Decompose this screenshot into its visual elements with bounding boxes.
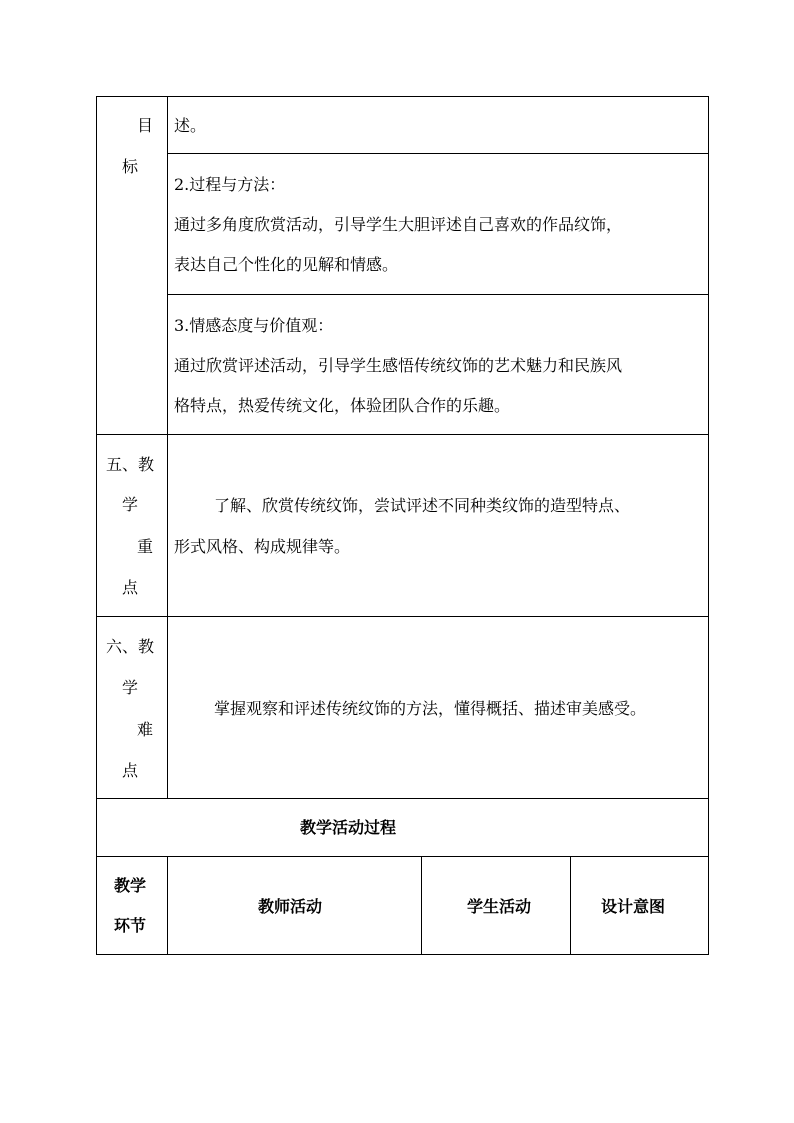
key-points-label: 五、教 — [106, 455, 155, 474]
difficulties-label: 难 — [137, 720, 154, 739]
difficulties-text: 掌握观察和评述传统纹饰的方法，懂得概括、描述审美感受。 — [214, 699, 647, 718]
table-column-divider — [167, 96, 168, 799]
objectives-row3-heading: 3.情感态度与价值观： — [174, 316, 334, 335]
difficulties-label: 点 — [122, 761, 139, 780]
objectives-row1-text: 述。 — [174, 116, 207, 135]
key-points-text: 了解、欣赏传统纹饰，尝试评述不同种类纹饰的造型特点、 — [214, 496, 631, 515]
table-border-bottom — [96, 954, 709, 955]
key-points-label: 重 — [137, 537, 154, 556]
process-title: 教学活动过程 — [300, 818, 397, 837]
objectives-row2-line: 通过多角度欣赏活动，引导学生大胆评述自己喜欢的作品纹饰， — [174, 215, 623, 234]
table-row-divider — [96, 616, 709, 617]
table-row-divider — [167, 294, 709, 295]
table-row-divider — [96, 856, 709, 857]
process-col-design: 设计意图 — [601, 897, 666, 916]
objectives-label-char: 目 — [137, 116, 154, 135]
table-column-divider — [570, 856, 571, 955]
difficulties-label: 学 — [122, 678, 139, 697]
table-border-right — [708, 96, 709, 955]
key-points-label: 点 — [122, 578, 139, 597]
objectives-row2-line: 表达自己个性化的见解和情感。 — [174, 255, 399, 274]
objectives-label-char: 标 — [122, 157, 139, 176]
objectives-row3-line: 通过欣赏评述活动，引导学生感悟传统纹饰的艺术魅力和民族风 — [174, 356, 623, 375]
objectives-row2-heading: 2.过程与方法： — [174, 175, 286, 194]
table-column-divider — [421, 856, 422, 955]
process-col-teacher: 教师活动 — [258, 897, 323, 916]
process-col-stage: 教学 — [114, 876, 147, 895]
table-row-divider — [96, 434, 709, 435]
table-border-top — [96, 96, 709, 97]
table-row-divider — [167, 153, 709, 154]
difficulties-label: 六、教 — [106, 637, 155, 656]
process-col-student: 学生活动 — [467, 897, 532, 916]
process-col-stage: 环节 — [114, 916, 147, 935]
objectives-row3-line: 格特点，热爱传统文化，体验团队合作的乐趣。 — [174, 396, 511, 415]
table-row-divider — [96, 798, 709, 799]
key-points-label: 学 — [122, 495, 139, 514]
table-border-left — [96, 96, 97, 955]
key-points-text: 形式风格、构成规律等。 — [174, 537, 351, 556]
table-column-divider — [167, 856, 168, 955]
